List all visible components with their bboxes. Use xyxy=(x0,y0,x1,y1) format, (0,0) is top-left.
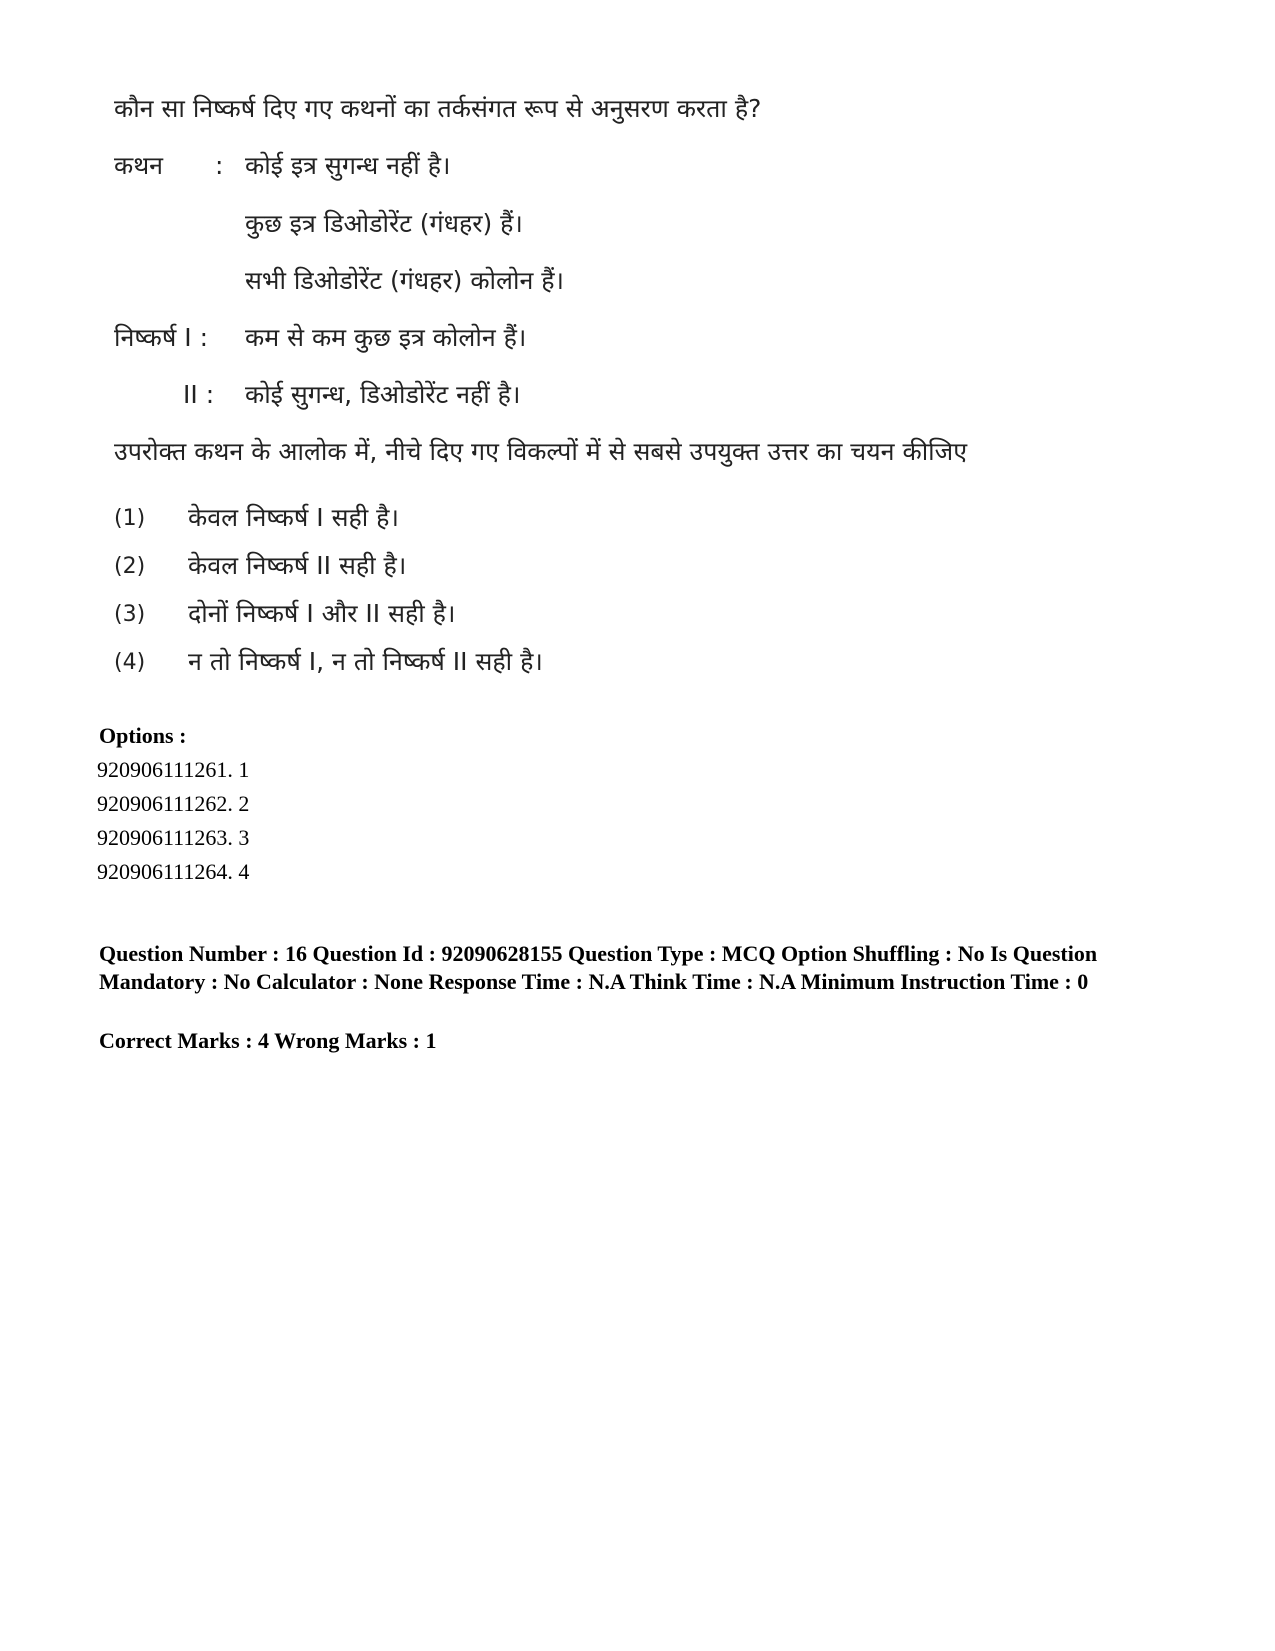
conclusion-2-text: कोई सुगन्ध, डिओडोरेंट नहीं है। xyxy=(245,380,521,409)
choice-1-number: (1) xyxy=(114,506,146,531)
option-id-2: 920906111262. 2 xyxy=(97,791,250,816)
instruction-text: उपरोक्त कथन के आलोक में, नीचे दिए गए विकल्पों में से सबसे उपयुक्त उत्तर का चयन कीजिए xyxy=(114,437,968,466)
choice-4-number: (4) xyxy=(114,650,146,675)
choice-3-text: दोनों निष्कर्ष I और II सही है। xyxy=(188,599,456,628)
conclusion-1-text: कम से कम कुछ इत्र कोलोन हैं। xyxy=(245,323,527,352)
choice-2-text: केवल निष्कर्ष II सही है। xyxy=(188,551,407,580)
question-meta: Question Number : 16 Question Id : 92090628155 Question Type : MCQ Option Shuffling : No Is Question Mandatory : No Calculator : None Response Time : N.A Think Time : N.A Minimum Instruction Time : 0 xyxy=(99,941,1098,994)
question-prompt: कौन सा निष्कर्ष दिए गए कथनों का तर्कसंगत रूप से अनुसरण करता है? xyxy=(114,94,762,123)
choice-2-number: (2) xyxy=(114,554,146,579)
choice-4-text: न तो निष्कर्ष I, न तो निष्कर्ष II सही है। xyxy=(188,647,543,676)
conclusion-1-label: निष्कर्ष I : xyxy=(114,323,209,352)
statement-3: सभी डिओडोरेंट (गंधहर) कोलोन हैं। xyxy=(245,266,565,295)
choice-1-text: केवल निष्कर्ष I सही है। xyxy=(188,503,399,532)
statement-2: कुछ इत्र डिओडोरेंट (गंधहर) हैं। xyxy=(245,209,523,238)
options-heading: Options : xyxy=(99,723,187,748)
option-id-4: 920906111264. 4 xyxy=(97,859,250,884)
choice-3-number: (3) xyxy=(114,602,146,627)
statements-label: कथन xyxy=(114,151,164,180)
statement-1: कोई इत्र सुगन्ध नहीं है। xyxy=(245,151,451,180)
marks-line: Correct Marks : 4 Wrong Marks : 1 xyxy=(99,1028,437,1053)
option-id-1: 920906111261. 1 xyxy=(97,757,250,782)
option-id-3: 920906111263. 3 xyxy=(97,825,250,850)
statements-colon: : xyxy=(215,151,224,180)
conclusion-2-label: II : xyxy=(183,380,215,409)
